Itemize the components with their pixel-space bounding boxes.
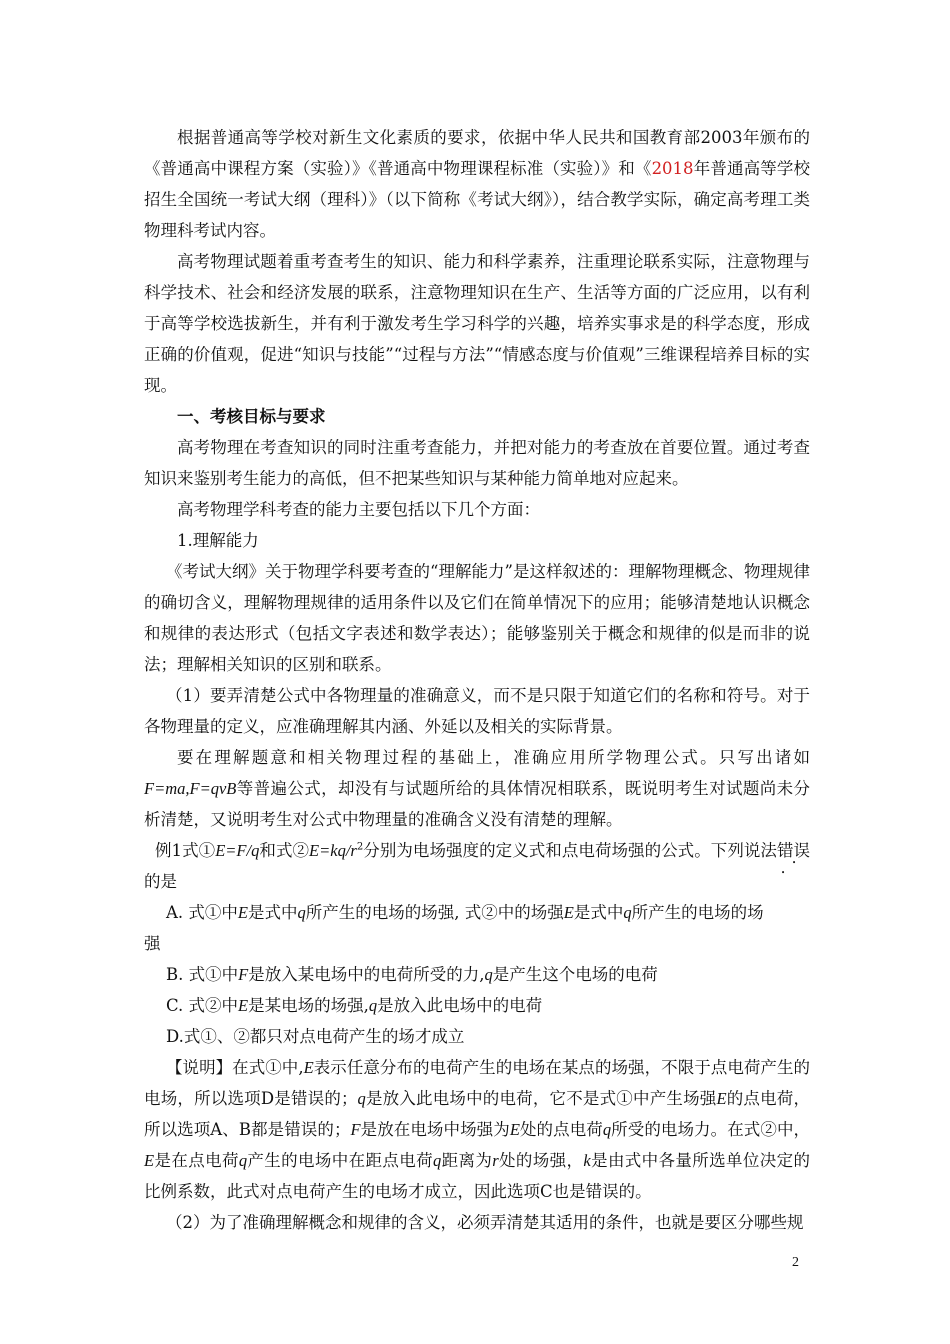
option-b-text: B. 式①中 [166,965,239,984]
formula-2-exponent: 2 [356,841,364,853]
var-q: q [297,903,306,922]
option-b-text: 是产生这个电场的电荷 [492,965,658,984]
explanation-text: 处的场强， [498,1151,584,1170]
option-d: D.式①、②都只对点电荷产生的场才成立 [166,1027,465,1046]
option-a-text: 所产生的电场的场强, 式②中的场强 [305,903,564,922]
var-q: q [368,996,378,1015]
explanation-paragraph [144,1052,810,1207]
option-c-text: 是放入此电场中的电荷 [377,996,543,1015]
explanation-text: 【说明】在式①中, [166,1058,304,1077]
var-E: E [144,1151,155,1170]
objective-paragraph: 高考物理试题着重考查考生的知识、能力和科学素养，注重理论联系实际，注意物理与科学技术、社会和经济发展的联系，注意物理知识在生产、生活等方面的广泛应用，以有利于高等学校选拔新生，并有利于激发考生学习科学的兴趣，培养实事求是的科学态度，形成正确的价值观，促进“知识与技能”“过程与方法”“情感态度与价值观”三维课程培养目标的实现。 [144,252,810,395]
formula-1: E=F/q [215,841,260,860]
intro-text-part2: 年普通高等学校招生全国统一考试大纲（理科）》（以下简称《考试大纲》），结合教学实际，确定高考理工类物理科考试内容。 [144,159,811,240]
option-a-text: 所产生的电场的场 [631,903,764,922]
explanation-text: 是在点电荷 [154,1151,239,1170]
page-body [144,122,810,1238]
emphasis-word: 错误 • • [777,841,810,860]
example-text-c: 分别为电场强度的定义式和点电荷场强的公式。下列说法 [363,841,777,860]
var-q: q [433,1151,442,1170]
var-E: E [238,996,249,1015]
example-question [144,835,810,897]
highlighted-year: 2018 [651,159,694,178]
example-text-e: 的是 [144,872,177,891]
ability-list-intro: 高考物理学科考查的能力主要包括以下几个方面： [177,500,540,519]
option-c-text: 是某电场的场强, [248,996,369,1015]
intro-paragraph [144,122,810,246]
explanation-text: 所受的电场力。在式②中， [611,1120,811,1139]
option-c-text: C. 式②中 [166,996,239,1015]
var-q: q [623,903,632,922]
var-k: k [583,1151,591,1170]
example-text-b: 和式② [259,841,310,860]
subsection-heading: 1.理解能力 [177,531,259,550]
var-F: F [238,965,249,984]
var-q: q [238,1151,248,1170]
option-a-text: 是式中 [573,903,624,922]
var-E: E [237,903,248,922]
var-E: E [563,903,574,922]
explanation-text: 处的点电荷 [519,1120,603,1139]
formula-text-b: 等普遍公式，却没有与试题所给的具体情况相联系，既说明考生对试题尚未分析清楚，又说明考生对公式中物理量的准确含义没有清楚的理解。 [144,779,810,829]
point-1-paragraph: （1）要弄清楚公式中各物理量的准确意义，而不是只限于知道它们的名称和符号。对于各物理量的定义，应准确理解其内涵、外延以及相关的实际背景。 [144,686,810,736]
understanding-paragraph: 《考试大纲》关于物理学科要考查的“理解能力”是这样叙述的：理解物理概念、物理规律的确切含义，理解物理规律的适用条件以及它们在简单情况下的应用；能够清楚地认识概念和规律的表达形式（包括文字表述和数学表达）；能够鉴别关于概念和规律的似是而非的说法；理解相关知识的区别和联系。 [144,562,810,674]
explanation-text: 是放在电场中场强为 [360,1120,510,1139]
option-a-text: A. 式①中 [166,903,238,922]
formula-2: E=kq/r [309,841,357,860]
ability-paragraph: 高考物理在考查知识的同时注重考查能力，并把对能力的考查放在首要位置。通过考查知识来鉴别考生能力的高低，但不把某些知识与某种能力简单地对应起来。 [144,438,810,488]
option-c [144,990,810,1021]
formula-text-a: 要在理解题意和相关物理过程的基础上，准确应用所学物理公式。只写出诸如 [177,748,810,767]
explanation-text: 表示任意分布的电荷产生的电场在某点的场强，不限于点电荷产生的电场，所以选项D是错误的； [144,1058,810,1108]
var-E: E [509,1120,520,1139]
option-b-text: 是放入某电场中的电荷所受的力, [248,965,485,984]
explanation-text: 产生的电场中在距点电荷 [247,1151,433,1170]
option-b [144,959,810,990]
explanation-text: 是放入此电场中的电荷，它不是式①中产生场强 [365,1089,717,1108]
var-E: E [716,1089,727,1108]
var-E: E [303,1058,314,1077]
option-a-text: 是式中 [248,903,298,922]
intro-text-part1: 根据普通高等学校对新生文化素质的要求，依据中华人民共和国教育部2003年颁布的《普通高中课程方案（实验）》《普通高中物理课程标准（实验）》和《 [144,128,810,178]
var-q: q [484,965,493,984]
explanation-text: 距离为 [441,1151,493,1170]
option-a [144,897,810,928]
point-2-paragraph: （2）为了准确理解概念和规律的含义，必须弄清楚其适用的条件，也就是要区分哪些规 [166,1213,804,1232]
var-F: F [350,1120,361,1139]
section-heading: 一、考核目标与要求 [177,407,326,426]
formula-inline: F=ma,F=qvB [144,779,237,798]
page-number: 2 [792,1255,799,1270]
example-label: 例1式① [155,841,216,860]
var-r: r [492,1151,499,1170]
explanation-text: 的点电荷，所以选项A、B都是错误的； [144,1089,810,1139]
formula-paragraph [144,742,810,835]
var-q: q [602,1120,612,1139]
var-q: q [357,1089,366,1108]
option-a-continuation: 强 [144,934,161,953]
explanation-text: 是由式中各量所选单位决定的比例系数，此式对点电荷产生的电场才成立，因此选项C也是错误的。 [144,1151,811,1201]
